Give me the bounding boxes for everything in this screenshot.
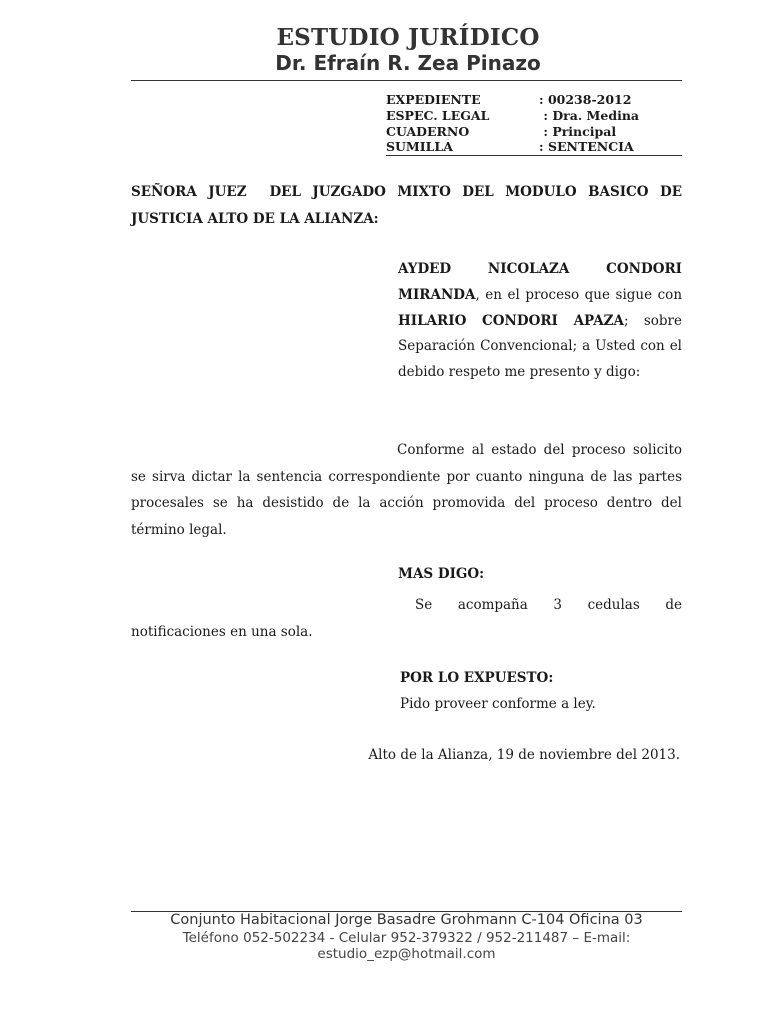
meta-label: SUMILLA: [386, 139, 453, 155]
addressee: [131, 179, 682, 233]
addressee-line1: SEÑORA JUEZ DEL JUZGADO MIXTO DEL MODULO BASICO DE: [131, 184, 682, 200]
place-and-date: Alto de la Alianza, 19 de noviembre del 2013.: [368, 747, 680, 763]
party-name-line1: [398, 257, 682, 283]
meta-value: : Principal: [539, 123, 617, 139]
mas-digo-heading: MAS DIGO:: [398, 566, 485, 582]
addressee-line2: JUSTICIA ALTO DE LA ALIANZA:: [131, 211, 379, 227]
meta-label: CUADERNO: [386, 123, 470, 139]
mas-digo-text: Se acompaña 3 cedulas de notificaciones en una sola.: [131, 597, 682, 640]
footer-address: Conjunto Habitacional Jorge Basadre Grohmann C-104 Oficina 03: [170, 912, 643, 928]
party-text2: ; sobre Separación Convencional; a Usted con el debido respeto me presento y digo:: [398, 312, 682, 381]
meta-row-espec-legal: [386, 108, 682, 124]
request-paragraph: [131, 437, 682, 543]
party-name-part2: MIRANDA: [398, 286, 476, 303]
opponent-name: HILARIO CONDORI APAZA: [398, 312, 625, 329]
party-text1: , en el proceso que sigue: [475, 286, 653, 303]
meta-value: : SENTENCIA: [539, 139, 634, 155]
expuesto-text: Pido proveer conforme a ley.: [400, 696, 596, 712]
meta-label: EXPEDIENTE: [386, 92, 481, 107]
request-text: Conforme al estado del proceso solicito se sirva dictar la sentencia correspondiente por cuanto ninguna de las partes procesales se ha desistido de la acción promovida del proceso dentro del término legal.: [131, 442, 682, 538]
party-con: con: [657, 286, 683, 303]
meta-row-cuaderno: [386, 124, 682, 140]
party-name-part1: AYDED NICOLAZA CONDORI: [398, 261, 682, 277]
footer-contact: Teléfono 052-502234 - Celular 952-379322 / 952-211487 – E-mail: estudio_ezp@hotmail.com: [182, 930, 631, 962]
meta-value: : 00238-2012: [539, 92, 632, 107]
metadata-divider: [386, 155, 682, 156]
letterhead-title: ESTUDIO JURÍDICO: [276, 24, 540, 51]
letterhead-subtitle: Dr. Efraín R. Zea Pinazo: [275, 51, 541, 75]
mas-digo-paragraph: [131, 592, 682, 645]
meta-row-sumilla: [386, 139, 682, 155]
header-divider: [131, 80, 682, 81]
letterhead-footer: [131, 912, 682, 962]
case-metadata: [386, 92, 682, 155]
meta-row-expediente: [386, 92, 682, 108]
expuesto-heading: POR LO EXPUESTO:: [400, 670, 554, 686]
party-introduction: [398, 257, 682, 386]
meta-value: : Dra. Medina: [539, 107, 640, 123]
meta-label: ESPEC. LEGAL: [386, 107, 490, 123]
